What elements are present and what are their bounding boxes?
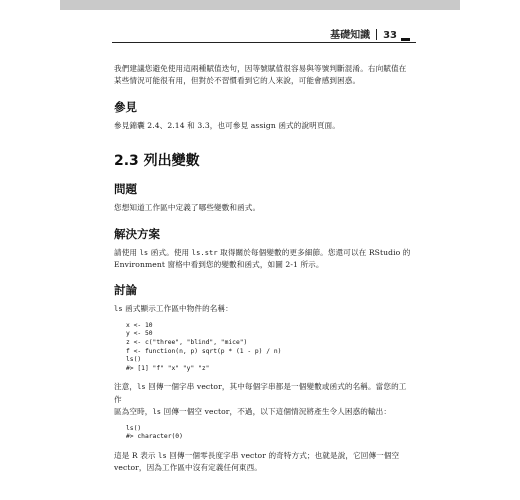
see-also-heading: 參見: [114, 99, 137, 114]
text-run: Environment 窗格中看到您的變數和函式，如圖 2-1 所示。: [114, 260, 324, 270]
code-block-2: ls() #> character(0): [126, 424, 183, 441]
inline-code: ls: [114, 305, 123, 314]
text-run: 回傳一個空 vector，不過，以下這個情況將產生令人困惑的輸出：: [161, 407, 392, 417]
inline-code: ls: [158, 451, 167, 460]
header-rule: [112, 42, 416, 43]
inline-code: ls: [137, 383, 146, 392]
text-run: 回傳一個零長度字串 vector 的奇特方式；也就是說，它回傳一個空: [166, 450, 400, 460]
page-content: [114, 63, 414, 475]
discussion-heading: 討論: [114, 283, 137, 298]
top-scan-bar: [60, 0, 460, 10]
text-run: vector，因為工作區中沒有定義任何東西。: [114, 463, 262, 473]
see-also-paragraph: 參見錦囊 2.4、2.14 和 3.3，也可參見 assign 函式的說明頁面。: [114, 120, 340, 130]
text-run: 區為空時，: [114, 407, 153, 417]
discussion-paragraph: [114, 303, 414, 315]
page-number: 33: [383, 30, 397, 41]
code-block-1: x <- 10 y <- 50 z <- c("three", "blind", "mice") f <- function(n, p) sqrt(p * (1 - p) / n) ls() #> [1] "f" "x" "y" "z": [126, 321, 282, 372]
solution-heading: 解決方案: [114, 226, 160, 241]
final-paragraph: [114, 450, 414, 475]
solution-paragraph: [114, 247, 414, 272]
chapter-title: 基礎知識: [330, 30, 371, 41]
text-run: 這是 R 表示: [114, 450, 159, 460]
inline-code: ls: [139, 248, 149, 257]
problem-paragraph: 您想知道工作區中定義了哪些變數和函式。: [114, 203, 261, 213]
problem-heading: 問題: [114, 182, 137, 197]
text-run: 函式。使用: [148, 247, 192, 257]
running-header: [330, 26, 410, 41]
header-separator: [376, 29, 377, 40]
inline-code: ls.str: [191, 248, 218, 257]
section-title: 2.3 列出變數: [114, 153, 200, 170]
text-run: 請使用: [114, 247, 140, 257]
inline-code: ls: [152, 408, 162, 417]
intro-paragraph: 我們建議您避免使用這兩種賦值迭句，因等號賦值很容易與等號判斷混淆。右向賦值在某些情況可能很有用，但對於不習慣看到它的人來說，可能會感到困惑。: [114, 64, 407, 86]
header-mark: [401, 38, 410, 41]
text-run: 取得關於每個變數的更多細節。您還可以在 RStudio 的: [217, 247, 411, 257]
text-run: 回傳一個字串 vector，其中每個字串都是一個變數或函式的名稱。當您的工作: [114, 382, 407, 404]
note-paragraph: [114, 381, 414, 418]
text-run: 函式顯示工作區中物件的名稱：: [122, 304, 233, 314]
text-run: 注意，: [114, 382, 138, 392]
